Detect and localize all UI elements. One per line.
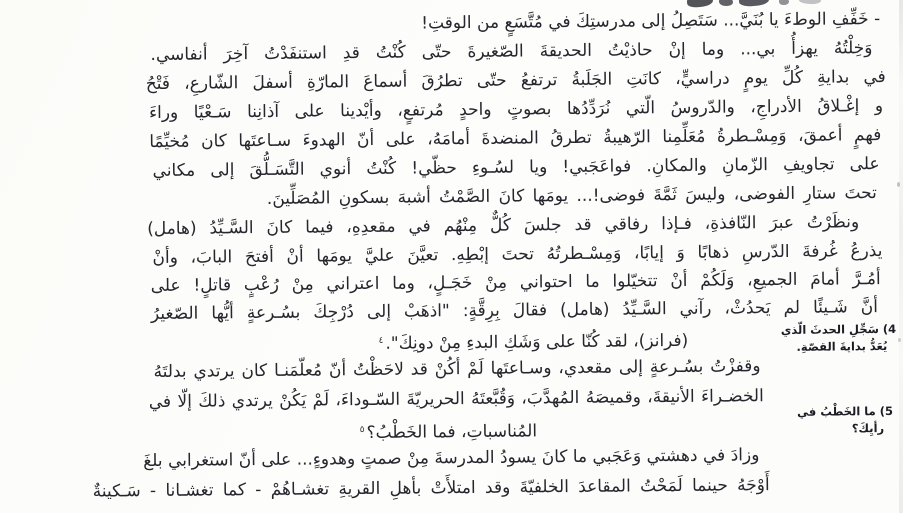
- story-line-text: (فرانز)، لقد كُنّا على وَشَكِ البدءِ مِنْ دونِكَ".: [385, 330, 689, 354]
- story-line: وَخِلْتُهُ يهزأُ بي... وما إنْ حاذيْتُ الحديقةَ الصّغيرةَ حتّى كُنْتُ قدِ استنفَدْتُ آخِرَ أنفاسي.: [150, 38, 873, 66]
- ink-blob: [739, 0, 770, 7]
- cut-off-text-fragment: [683, 0, 833, 13]
- scan-speck: [898, 338, 901, 342]
- story-line: على تجاويفِ الزّمانِ والمكانِ. فواعَجَبي! ويا لسُـوءِ حظّي! كُنْتُ أنوي التَّسَـلُّقَ إلى مكاني: [152, 154, 880, 182]
- story-line: [378, 325, 688, 358]
- ink-blob: [779, 0, 789, 5]
- story-line: - خَفِّفِ الوطءَ يا بُنَيَّ... سَتَصِلُ إلى مدرستِكَ في مُتَّسَعٍ من الوقتِ!: [421, 9, 881, 34]
- story-line: أَوْجَهُ حينما لَمَحْتُ المقاعدَ الخلفيّةَ وقد امتلأَتْ بأهلِ القريةِ تغشـاهُمْ - كما تغشـانا - سَـكينةٌ: [92, 475, 770, 502]
- story-line: وقفزْتُ بسُـرعةٍ إلى مقعدي، وسـاعتَها لَمْ أكُنْ قد لاحَظْتُ أنّ مُعلّمَنـا كان يرتدي بدلتَهُ: [153, 356, 761, 383]
- ink-blob: [799, 0, 821, 5]
- margin-note-line: رأيِكَ؟: [851, 421, 885, 436]
- story-line: أنَّ شَـيئًا لم يَحدُثْ، رآني السَّـيِّدُ (هامل) فقالَ بِرِقَّةٍ: "اذهَبْ إلى دُرْجِكَ بسُـرعةٍ أيُّها الصّغيرُ: [150, 297, 879, 325]
- footnote-mark-4: ٤: [378, 335, 384, 346]
- story-line: أمُـرَّ أمامَ الجميعِ، وَلَكُمْ أنْ تتخيّلوا ما احتواني مِنْ خَجَـلٍ، وما اعتراني مِنْ رُعْبٍ قاتلٍ! على: [150, 269, 881, 297]
- story-line: يذرعُ غُرفةَ الدّرسِ ذهابًا وَ إيابًا، وَمِسْـطرتُهُ تحتَ إبْطِهِ. تعيَّنَ عليَّ يومَها أنْ أفتحَ البابَ، وأنْ: [152, 241, 883, 269]
- story-line: ونظَرْتُ عبرَ النّافذةِ، فـإذا رفاقي قد جلسَ كُلٌّ مِنْهُم في مقعدِهِ، فيما كانَ السَّـيِّدُ (هامل): [147, 212, 860, 240]
- scan-edge-shadow: [899, 0, 903, 513]
- margin-note-question-5: [771, 403, 893, 438]
- story-line: و إغْـلاقُ الأدراجِ، والدّروسُ الّتي نُرَدِّدُها بصوتٍ واحدٍ مُرتفعٍ، وأيْدينا على آذانِنا سَـعْيًا وراءَ: [148, 96, 884, 124]
- ink-blob: [719, 0, 734, 7]
- margin-note-question-4: [756, 321, 896, 356]
- story-line-text: المُناسباتِ، فما الخَطْبُ؟: [366, 421, 538, 443]
- story-line: وزادَ في دهشتي وَعَجَبي ما كانَ يسودُ المدرسةَ مِنْ صمتٍ وهدوءٍ... على أنّ استغرابي بلغَ: [143, 445, 760, 472]
- ink-blob: [686, 0, 713, 8]
- story-line: فهمٍ أعمقَ، وَمِسْـطرةُ مُعَلِّمِنا الرّهيبةُ تطرقُ المنضدةَ أمامَهُ، على أنّ الهدوءَ سـاعتَها كان مُخيِّمًا: [149, 125, 882, 153]
- story-line: تحتَ ستارِ الفوضى، وليسَ ثَمَّةَ فوضى!... يومَها كانَ الصَّمْتُ أشبهَ بسكونِ المُصَلِّينَ.: [266, 183, 877, 209]
- story-line: في بدايةِ كُلِّ يومٍ دراسيٍّ، كانَتِ الجَلَبةُ ترتفعُ حتّى تطرُقَ أسماعَ المارّةِ أسفلَ الشّارعِ، فَتْحُ: [145, 66, 886, 95]
- margin-note-line: يُعَدُّ بدايةَ القصّةِ.: [796, 338, 888, 354]
- margin-note-line: 5) ما الخَطْبُ في: [797, 403, 894, 419]
- scan-speck: [897, 182, 900, 187]
- story-line: [360, 415, 538, 447]
- story-line: الخضـراءَ الأنيقةَ، وقميصَهُ المُهدَّبَ، وَقُبَّعتَهُ الحريريّةَ السّـوداءَ، لَمْ يَكُنْ يرتدي ذلكَ إلّا في: [148, 386, 764, 413]
- footnote-mark-5: ٥: [359, 425, 365, 436]
- margin-note-line: 4) سَجِّلِ الحدثَ الّذي: [780, 321, 897, 338]
